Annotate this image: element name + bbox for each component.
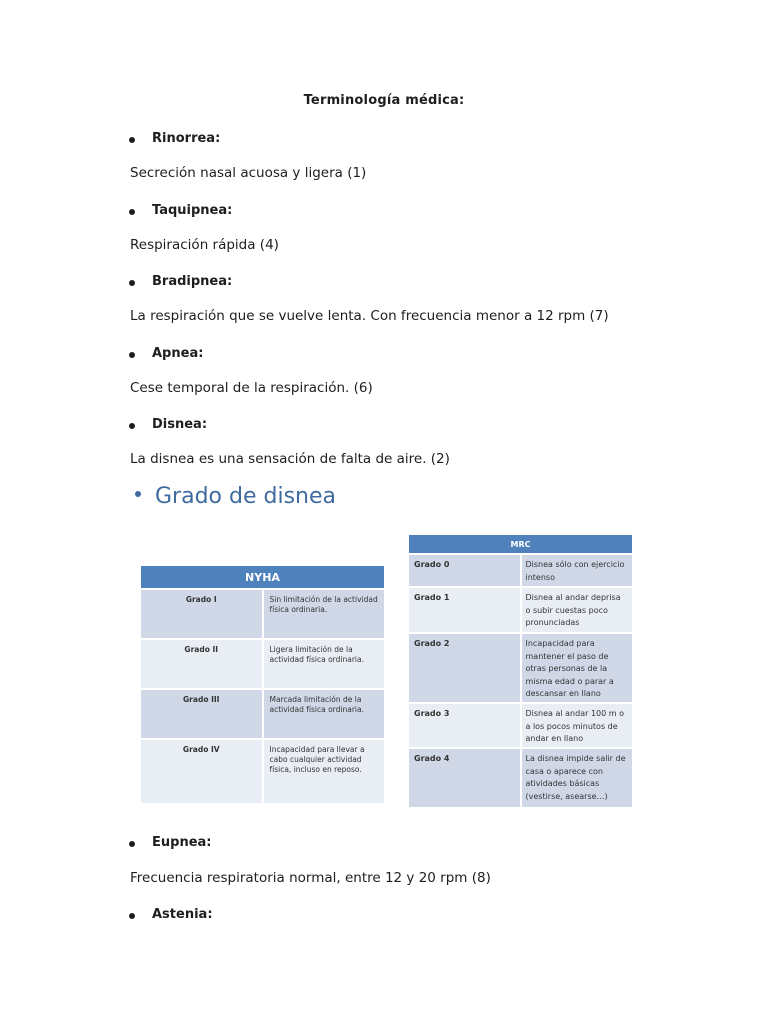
nyha-grade: Grado I (141, 589, 263, 639)
nyha-grade: Grado II (141, 639, 263, 689)
definition-taquipnea: Respiración rápida (4) (130, 237, 279, 253)
mrc-description: Disnea al andar deprisa o subir cuestas poco pronunciadas (521, 587, 633, 633)
mrc-grade: Grado 4 (409, 748, 521, 807)
mrc-grade: Grado 3 (409, 703, 521, 748)
mrc-grade: Grado 0 (409, 554, 521, 587)
nyha-grade: Grado IV (141, 739, 263, 803)
mrc-description: Incapacidad para mantener el paso de otras personas de la misma edad o parar a descansar en llano (521, 633, 633, 703)
table-row (409, 587, 632, 633)
table-row (409, 748, 632, 807)
bullet-icon (135, 491, 141, 497)
mrc-table (409, 535, 632, 807)
definition-apnea: Cese temporal de la respiración. (6) (130, 380, 373, 396)
term-label: Rinorrea: (152, 131, 221, 146)
mrc-header: MRC (409, 535, 632, 554)
mrc-grade: Grado 1 (409, 587, 521, 633)
definition-rinorrea: Secreción nasal acuosa y ligera (1) (130, 165, 367, 181)
table-row (141, 739, 384, 803)
bullet-icon (129, 280, 135, 286)
table-row (409, 633, 632, 703)
term-label: Taquipnea: (152, 203, 233, 218)
definition-eupnea: Frecuencia respiratoria normal, entre 12 y 20 rpm (8) (130, 870, 491, 886)
bullet-icon (129, 209, 135, 215)
term-label: Eupnea: (152, 835, 212, 850)
document-title: Terminología médica: (303, 93, 465, 108)
table-row (141, 689, 384, 739)
mrc-description: Disnea al andar 100 m o a los pocos minutos de andar en llano (521, 703, 633, 748)
bullet-icon (129, 423, 135, 429)
figure-heading (135, 484, 336, 509)
mrc-description: Disnea sólo con ejercicio intenso (521, 554, 633, 587)
term-label: Astenia: (152, 907, 213, 922)
term-label: Apnea: (152, 346, 204, 361)
bullet-icon (129, 913, 135, 919)
nyha-grade: Grado III (141, 689, 263, 739)
nyha-table (141, 566, 384, 803)
nyha-description: Sin limitación de la actividad física ordinaria. (263, 589, 385, 639)
bullet-icon (129, 137, 135, 143)
bullet-icon (129, 841, 135, 847)
figure-heading-text: Grado de disnea (155, 484, 336, 509)
nyha-description: Marcada limitación de la actividad física ordinaria. (263, 689, 385, 739)
term-label: Bradipnea: (152, 274, 233, 289)
definition-bradipnea: La respiración que se vuelve lenta. Con frecuencia menor a 12 rpm (7) (130, 308, 609, 324)
nyha-description: Incapacidad para llevar a cabo cualquier actividad física, incluso en reposo. (263, 739, 385, 803)
table-row (409, 703, 632, 748)
term-label: Disnea: (152, 417, 208, 432)
mrc-description: La disnea impide salir de casa o aparece con atividades básicas (vestirse, asearse…) (521, 748, 633, 807)
table-row (141, 589, 384, 639)
nyha-header: NYHA (141, 566, 384, 589)
mrc-grade: Grado 2 (409, 633, 521, 703)
bullet-icon (129, 352, 135, 358)
nyha-description: Ligera limitación de la actividad física ordinaria. (263, 639, 385, 689)
table-row (409, 554, 632, 587)
table-row (141, 639, 384, 689)
definition-disnea: La disnea es una sensación de falta de aire. (2) (130, 451, 450, 467)
